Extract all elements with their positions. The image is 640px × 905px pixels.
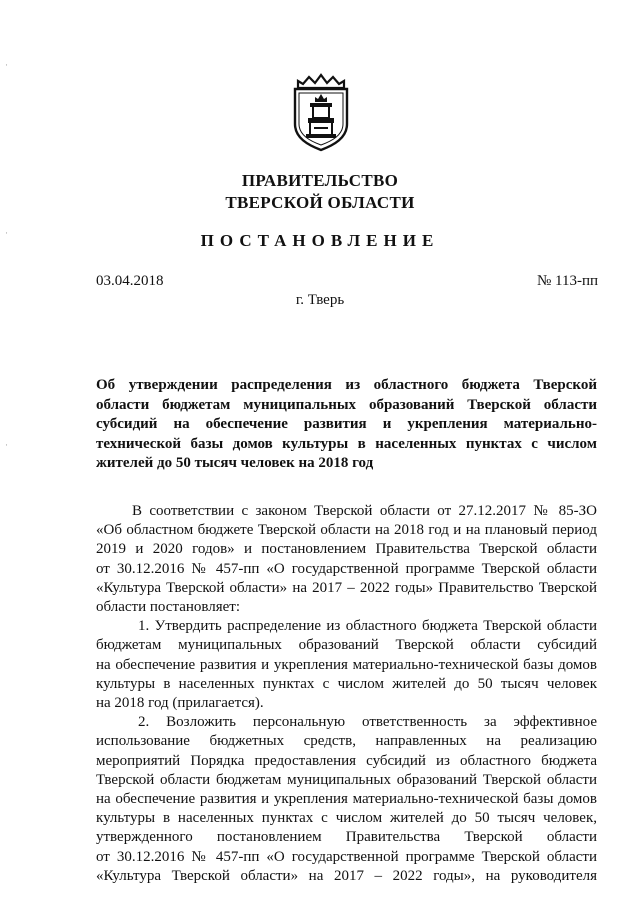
title-line: технической базы домов культуры в населенных пунктах с числом: [96, 435, 597, 452]
body-line: бюджетам муниципальных образований Тверской области субсидий: [96, 637, 597, 654]
title-line: Об утверждении распределения из областного бюджета Тверской: [96, 377, 597, 393]
body-line: «Культура Тверской области» на 2017 – 2022 годы», на руководителя: [96, 867, 597, 884]
tver-coat-of-arms-icon: [289, 72, 353, 152]
title-line: субсидий на обеспечение развития и укрепления материально-: [96, 416, 597, 432]
document-title: [96, 376, 597, 474]
emblem-base: [306, 134, 336, 138]
body-line: на 2018 год (прилагается).: [96, 695, 264, 712]
body-line: культуры в населенных пунктах с числом жителей до 50 тысяч человек,: [96, 810, 597, 827]
margin-mark: ·: [5, 440, 8, 450]
body-line: «Культура Тверской области» на 2017 – 2022 годы» Правительство Тверской: [96, 579, 597, 596]
government-name-line-1: ПРАВИТЕЛЬСТВО: [241, 171, 399, 190]
emblem-crown: [298, 75, 344, 88]
body-line: 2019 и 2020 годов» и постановлением Правительства Тверской области: [96, 541, 597, 558]
body-line: Тверской области бюджетам муниципальных образований Тверской области: [96, 771, 597, 788]
title-line: области бюджетам муниципальных образований Тверской области: [96, 396, 597, 413]
document-body: [96, 502, 597, 886]
body-line: на обеспечение развития и укрепления материально-технической базы домов: [96, 791, 597, 808]
document-date: 03.04.2018: [96, 273, 164, 289]
emblem-throne-seat: [308, 118, 334, 123]
body-line: В соответствии с законом Тверской области от 27.12.2017 № 85-ЗО: [132, 503, 597, 519]
body-line: мероприятий Порядка предоставления субсидий из областного бюджета: [96, 752, 597, 769]
body-line: использование бюджетных средств, направленных на реализацию: [96, 733, 597, 750]
body-line: области постановляет:: [96, 599, 241, 616]
margin-mark: ·: [5, 60, 8, 70]
body-line: от 30.12.2016 № 457-пп «О государственной программе Тверской области: [96, 848, 597, 865]
body-line: утвержденного постановлением Правительства Тверской области: [96, 829, 597, 846]
body-line: от 30.12.2016 № 457-пп «О государственной программе Тверской области: [96, 560, 597, 577]
document-number: № 113-пп: [536, 273, 598, 289]
body-line: «Об областном бюджете Тверской области на 2018 год и на плановый период: [96, 522, 597, 539]
document-type: ПОСТАНОВЛЕНИЕ: [200, 231, 440, 250]
body-line: на обеспечение развития и укрепления материально-технической базы домов: [96, 656, 597, 673]
body-line: 2. Возложить персональную ответственность за эффективное: [138, 714, 597, 731]
emblem-throne-top: [310, 103, 332, 107]
government-name-line-2: ТВЕРСКОЙ ОБЛАСТИ: [225, 193, 415, 212]
body-line: культуры в населенных пунктах с числом жителей до 50 тысяч человек: [96, 675, 597, 692]
body-line: 1. Утвердить распределение из областного бюджета Тверской области: [138, 618, 597, 635]
title-line: жителей до 50 тысяч человек на 2018 год: [96, 455, 374, 471]
margin-mark: ·: [5, 228, 8, 238]
document-city: г. Тверь: [295, 292, 345, 308]
